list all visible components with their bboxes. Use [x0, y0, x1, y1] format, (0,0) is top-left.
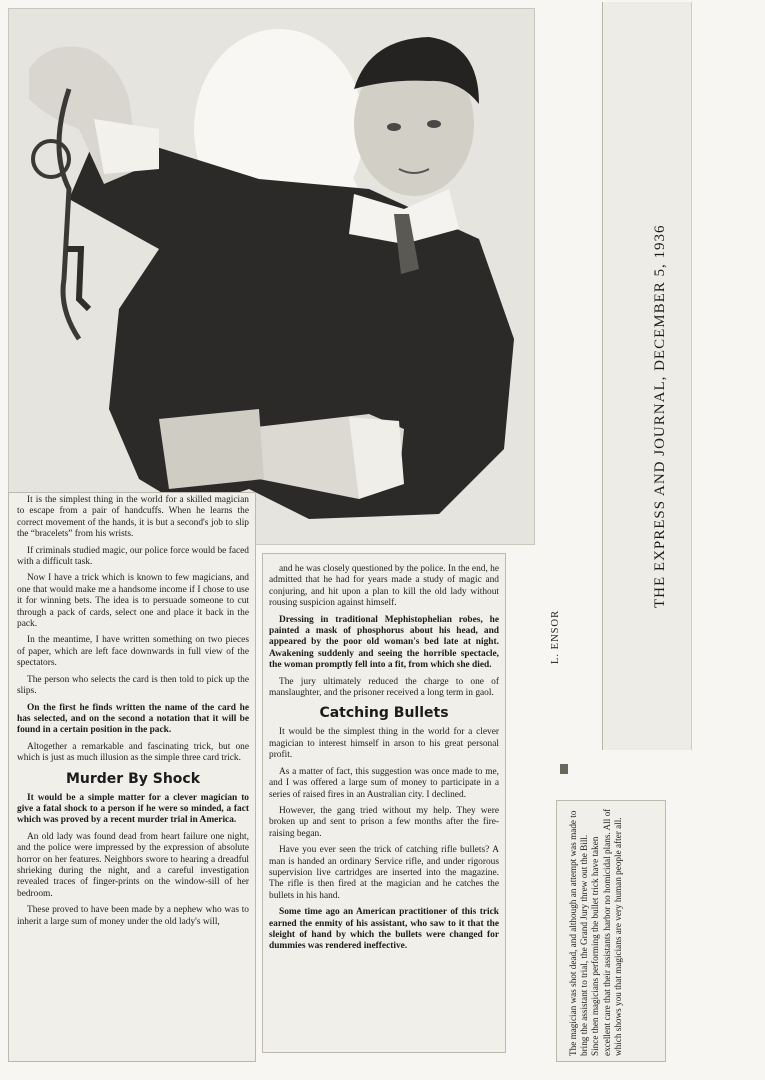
left-paragraph: It is the simplest thing in the world for a skilled magician to escape from a pair of handcuffs. When he learns the correct movement of the hands, it is but a second's job to slip the “bracelets” from his wrists. — [17, 495, 249, 540]
middle-paragraph: However, the gang tried without my help. They were broken up and sent to prison a few months after the fire-raising began. — [269, 805, 499, 839]
pin-mark — [560, 764, 568, 774]
left-paragraph: Altogether a remarkable and fascinating trick, but one which is just as much illusion as the simple three card trick. — [17, 741, 249, 764]
heading-catching-bullets: Catching Bullets — [319, 705, 449, 722]
left-article-column — [8, 492, 256, 1062]
left-paragraph: If criminals studied magic, our police force would be faced with a difficult task. — [17, 545, 249, 568]
left-paragraph: An old lady was found dead from heart failure one night, and the police were impressed by the expression of absolute horror on her features. Neighbors swore to hearing a dreadful shrieking during the night, and a careful investigation revealed traces of finger-prints on the window-sill of her bedroom. — [17, 831, 249, 899]
left-paragraph: The person who selects the card is then told to pick up the slips. — [17, 674, 249, 697]
middle-paragraph-bold: Dressing in traditional Mephistophelian robes, he painted a mask of phosphorus about his head, and appeared by the poor old woman's bed late at night. Awakening suddenly and seeing the horrible spectacle, the woman promptly fell into a fit, from which she died. — [269, 614, 499, 671]
masthead-strip — [602, 2, 692, 750]
middle-article-column — [262, 553, 506, 1053]
left-paragraph: These proved to have been made by a nephew who was to inherit a large sum of money under the old lady's will, — [17, 905, 249, 927]
masthead-text: THE EXPRESS AND JOURNAL, DECEMBER 5, 1936 — [652, 224, 668, 608]
heading-murder-by-shock: Murder By Shock — [65, 770, 201, 787]
right-article-text — [568, 804, 624, 1056]
author-byline: L. ENSOR — [550, 609, 561, 664]
middle-paragraph: Have you ever seen the trick of catching rifle bullets? A man is handed an ordinary Service rifle, and under rigorous supervision live cartridges are inserted into the magazine. The rifle is then fired at the magician and he catches the bullets in his hand. — [269, 845, 499, 901]
middle-paragraph-bold: Some time ago an American practitioner of this trick earned the enmity of his assistant, who saw to it that the sleight of hand by which the bullets were changed for dummies was rendered ineffective. — [269, 907, 499, 952]
right-paragraph: Since then magicians performing the bullet trick have taken excellent care that their assistants harbor no homicidal plans. All of which shows you that magicians are very human people after all. — [590, 808, 623, 1056]
right-paragraph: The magician was shot dead, and although an attempt was made to bring the assistant to trial, the Grand Jury threw out the Bill. — [568, 810, 590, 1056]
middle-paragraph: It would be the simplest thing in the world for a clever magician to interest himself in arson to his great personal profit. — [269, 727, 499, 761]
magician-illustration — [9, 9, 534, 544]
middle-paragraph: and he was closely questioned by the police. In the end, he admitted that he had for years made a study of magic and conjuring, and hit upon a plan to kill the old lady without rousing suspicion against himself. — [269, 564, 499, 609]
left-paragraph: Now I have a trick which is known to few magicians, and one that would make me a handsome income if I chose to use it for winning bets. The idea is to persuade someone to cut through a pack of cards, select one and place it back in the pack. — [17, 573, 249, 630]
left-paragraph-bold: On the first he finds written the name of the card he has selected, and on the second a notation that it will be found in a certain position in the pack. — [17, 702, 249, 736]
left-paragraph-bold: It would be a simple matter for a clever magician to give a fatal shock to a person if he were so minded, a fact which was proved by a recent murder trial in America. — [17, 792, 249, 826]
magician-photo — [8, 8, 535, 545]
left-paragraph: In the meantime, I have written something on two pieces of paper, which are left face downwards in full view of the spectators. — [17, 635, 249, 669]
middle-paragraph: The jury ultimately reduced the charge to one of manslaughter, and the prisoner received a long term in gaol. — [269, 676, 499, 699]
middle-paragraph: As a matter of fact, this suggestion was once made to me, and I was offered a large sum of money to participate in a series of raised fires in an Australian city. I declined. — [269, 766, 499, 800]
